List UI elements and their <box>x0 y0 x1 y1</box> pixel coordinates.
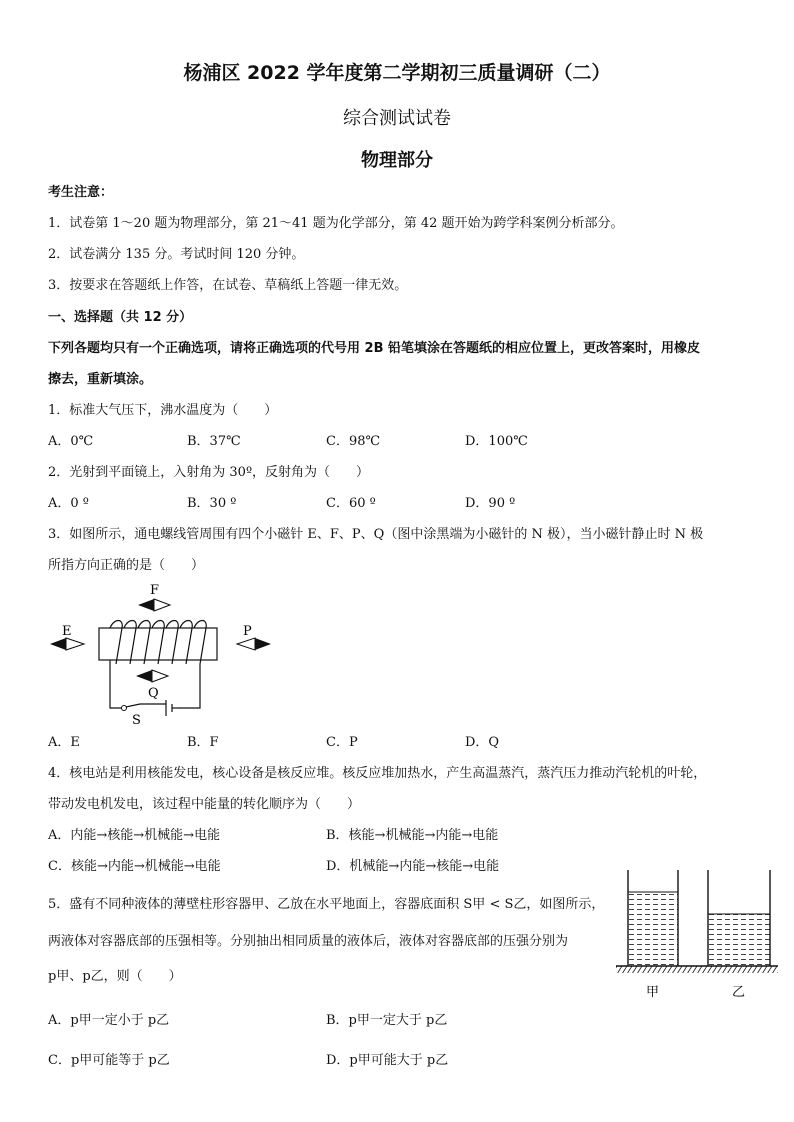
needle-q-south <box>152 670 168 682</box>
q5-stem-1: 5．盛有不同种液体的薄壁柱形容器甲、乙放在水平地面上，容器底面积 S甲 < S乙，如图所示， <box>48 897 605 912</box>
label-f: F <box>150 583 160 598</box>
q5-stem-2: 两液体对容器底部的压强相等。分别抽出相同质量的液体后，液体对容器底部的压强分别为 <box>48 934 569 949</box>
part1-instruction-2: 擦去，重新填涂。 <box>48 372 153 387</box>
label-jia: 甲 <box>646 985 660 1000</box>
q2-option-c[interactable]: C．60 º <box>326 496 376 511</box>
section-title: 物理部分 <box>361 150 433 171</box>
q4-stem-2: 带动发电机发电，该过程中能量的转化顺序为（ ） <box>48 797 361 812</box>
q5-option-d[interactable]: D．p甲可能大于 p乙 <box>326 1053 449 1068</box>
q1-option-a[interactable]: A．0℃ <box>48 434 94 449</box>
notice-item-3: 3．按要求在答题纸上作答，在试卷、草稿纸上答题一律无效。 <box>48 278 408 293</box>
q3-option-b[interactable]: B．F <box>187 735 219 750</box>
q5-option-b[interactable]: B．p甲一定大于 p乙 <box>326 1013 448 1028</box>
notice-item-1: 1．试卷第 1～20 题为物理部分，第 21～41 题为化学部分，第 42 题开始为跨学科案例分析部分。 <box>48 216 624 231</box>
q2-option-b[interactable]: B．30 º <box>187 496 237 511</box>
q5-option-c[interactable]: C．p甲可能等于 p乙 <box>48 1053 170 1068</box>
q3-option-c[interactable]: C．P <box>326 735 358 750</box>
q3-stem-2: 所指方向正确的是（ ） <box>48 558 205 573</box>
label-p: P <box>243 624 252 639</box>
part1-heading: 一、选择题（共 12 分） <box>48 310 193 325</box>
solenoid-core <box>99 628 217 660</box>
exam-title: 杨浦区 2022 学年度第二学期初三质量调研（二） <box>183 62 611 84</box>
needle-e-south <box>66 638 84 650</box>
q2-stem: 2．光射到平面镜上，入射角为 30º，反射角为（ ） <box>48 465 370 480</box>
q3-stem-1: 3．如图所示，通电螺线管周围有四个小磁针 E、F、P、Q（图中涂黑端为小磁针的 N 极），当小磁针静止时 N 极 <box>48 527 704 542</box>
q2-option-d[interactable]: D．90 º <box>465 496 516 511</box>
notice-item-2: 2．试卷满分 135 分。考试时间 120 分钟。 <box>48 247 305 262</box>
q3-option-a[interactable]: A．E <box>48 735 80 750</box>
switch-contact <box>122 706 127 711</box>
q3-option-d[interactable]: D．Q <box>465 735 500 750</box>
solenoid-figure <box>44 578 274 728</box>
q1-stem: 1．标准大气压下，沸水温度为（ ） <box>48 403 278 418</box>
liquid-jia <box>628 892 678 966</box>
needle-p-north <box>255 638 271 650</box>
switch-lever <box>126 704 140 707</box>
needle-f-north <box>138 599 154 611</box>
label-q: Q <box>148 686 159 701</box>
q1-option-b[interactable]: B．37℃ <box>187 434 241 449</box>
q4-option-a[interactable]: A．内能→核能→机械能→电能 <box>48 828 221 843</box>
label-s: S <box>132 713 141 728</box>
needle-f-south <box>154 599 170 611</box>
notice-heading: 考生注意： <box>48 185 114 200</box>
needle-e-north <box>50 638 66 650</box>
q2-option-a[interactable]: A．0 º <box>48 496 89 511</box>
needle-p-south <box>237 638 255 650</box>
q1-option-d[interactable]: D．100℃ <box>465 434 528 449</box>
needle-q-north <box>136 670 152 682</box>
ground-hatch <box>616 966 778 973</box>
containers-figure <box>612 862 782 1002</box>
exam-subtitle: 综合测试试卷 <box>343 108 451 129</box>
q4-option-c[interactable]: C．核能→内能→机械能→电能 <box>48 859 221 874</box>
q5-stem-3: p甲、p乙，则（ ） <box>48 969 182 984</box>
part1-instruction-1: 下列各题均只有一个正确选项，请将正确选项的代号用 2B 铅笔填涂在答题纸的相应位置上，更改答案时，用橡皮 <box>48 341 701 356</box>
liquid-yi <box>708 914 770 966</box>
label-yi: 乙 <box>732 985 746 1000</box>
q4-option-d[interactable]: D．机械能→内能→核能→电能 <box>326 859 500 874</box>
q4-stem-1: 4．核电站是利用核能发电，核心设备是核反应堆。核反应堆加热水，产生高温蒸汽，蒸汽压力推动汽轮机的叶轮， <box>48 766 707 781</box>
label-e: E <box>62 624 72 639</box>
q5-option-a[interactable]: A．p甲一定小于 p乙 <box>48 1013 170 1028</box>
q4-option-b[interactable]: B．核能→机械能→内能→电能 <box>326 828 499 843</box>
q1-option-c[interactable]: C．98℃ <box>326 434 381 449</box>
